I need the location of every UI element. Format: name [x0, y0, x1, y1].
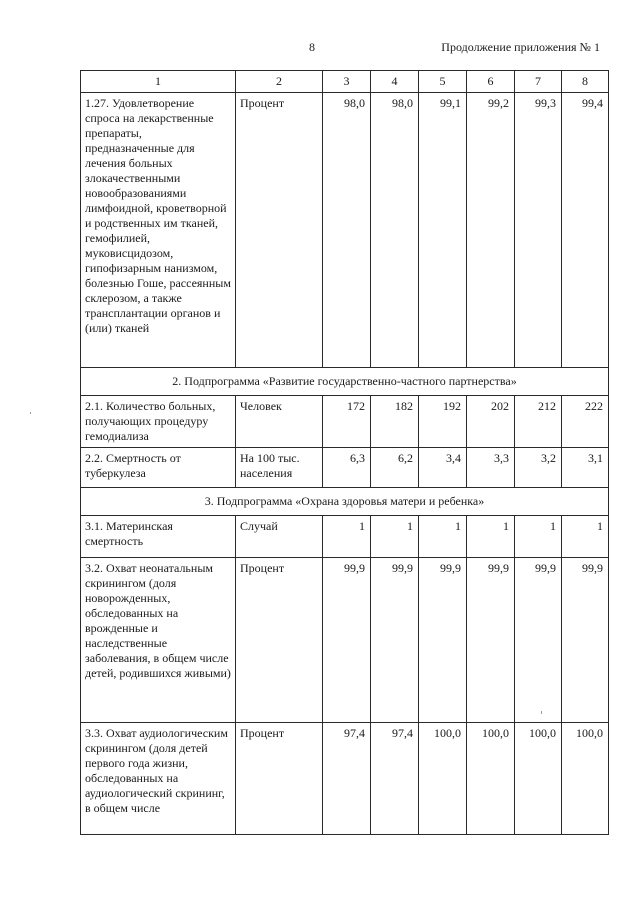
table-row [81, 516, 609, 558]
table-row [81, 396, 609, 448]
indicator-name: 1.27. Удовлетворение спроса на лекарственные препараты, предназначенные для лечения больных злокачественными новообразованиями лимфоидной, кроветворной и родственных им тканей, гемофилией, муковисцидозом, гипофизарным нанизмом, болезнью Гоше, рассеянным склерозом, а также трансплантации органов и (или) тканей [81, 93, 236, 368]
indicator-value: 98,0 [323, 93, 371, 368]
scan-speck [541, 711, 542, 714]
indicator-value: 1 [562, 516, 609, 558]
indicator-value: 172 [323, 396, 371, 448]
column-header: 8 [562, 71, 609, 93]
indicator-unit: Процент [236, 723, 323, 835]
indicator-unit: Человек [236, 396, 323, 448]
indicator-unit: Процент [236, 558, 323, 723]
column-header: 4 [371, 71, 419, 93]
indicator-value: 99,2 [467, 93, 515, 368]
indicators-table [80, 70, 609, 835]
indicator-value: 99,9 [562, 558, 609, 723]
indicator-value: 100,0 [419, 723, 467, 835]
indicator-value: 3,2 [515, 448, 562, 488]
indicator-value: 1 [467, 516, 515, 558]
indicator-value: 99,9 [515, 558, 562, 723]
header-row [81, 71, 609, 93]
column-header: 7 [515, 71, 562, 93]
indicator-value: 100,0 [515, 723, 562, 835]
column-header: 6 [467, 71, 515, 93]
indicator-value: 1 [515, 516, 562, 558]
section-title: 2. Подпрограмма «Развитие государственно-частного партнерства» [81, 368, 609, 396]
table-row [81, 448, 609, 488]
column-header: 5 [419, 71, 467, 93]
indicator-value: 192 [419, 396, 467, 448]
indicator-value: 6,2 [371, 448, 419, 488]
page-number: 8 [309, 40, 315, 54]
column-header: 3 [323, 71, 371, 93]
indicator-unit: Процент [236, 93, 323, 368]
indicator-unit: Случай [236, 516, 323, 558]
indicator-value: 182 [371, 396, 419, 448]
table-row [81, 558, 609, 723]
table-row [81, 723, 609, 835]
scan-speck [30, 412, 31, 414]
indicator-name: 2.1. Количество больных, получающих процедуру гемодиализа [81, 396, 236, 448]
indicator-value: 99,9 [467, 558, 515, 723]
indicator-value: 1 [323, 516, 371, 558]
indicator-value: 1 [371, 516, 419, 558]
section-title: 3. Подпрограмма «Охрана здоровья матери и ребенка» [81, 488, 609, 516]
section-row [81, 488, 609, 516]
continuation-label: Продолжение приложения № 1 [441, 40, 600, 54]
indicator-value: 222 [562, 396, 609, 448]
indicator-value: 1 [419, 516, 467, 558]
indicator-name: 3.2. Охват неонатальным скринингом (доля новорожденных, обследованных на врожденные и наследственные заболевания, в общем числе детей, родившихся живыми) [81, 558, 236, 723]
section-row [81, 368, 609, 396]
indicator-value: 99,3 [515, 93, 562, 368]
indicator-value: 98,0 [371, 93, 419, 368]
column-header: 1 [81, 71, 236, 93]
indicator-value: 100,0 [562, 723, 609, 835]
indicator-value: 99,4 [562, 93, 609, 368]
indicator-value: 6,3 [323, 448, 371, 488]
indicator-value: 3,4 [419, 448, 467, 488]
indicator-name: 3.3. Охват аудиологическим скринингом (доля детей первого года жизни, обследованных на аудиологический скрининг, в общем числе [81, 723, 236, 835]
indicator-value: 100,0 [467, 723, 515, 835]
column-header: 2 [236, 71, 323, 93]
indicator-value: 99,9 [371, 558, 419, 723]
indicator-value: 99,1 [419, 93, 467, 368]
indicator-unit: На 100 тыс. населения [236, 448, 323, 488]
indicator-value: 97,4 [323, 723, 371, 835]
indicator-value: 3,1 [562, 448, 609, 488]
table-row [81, 93, 609, 368]
indicator-value: 99,9 [323, 558, 371, 723]
indicator-value: 212 [515, 396, 562, 448]
indicator-value: 202 [467, 396, 515, 448]
indicator-value: 97,4 [371, 723, 419, 835]
indicator-value: 99,9 [419, 558, 467, 723]
indicator-name: 3.1. Материнская смертность [81, 516, 236, 558]
indicator-value: 3,3 [467, 448, 515, 488]
indicator-name: 2.2. Смертность от туберкулеза [81, 448, 236, 488]
